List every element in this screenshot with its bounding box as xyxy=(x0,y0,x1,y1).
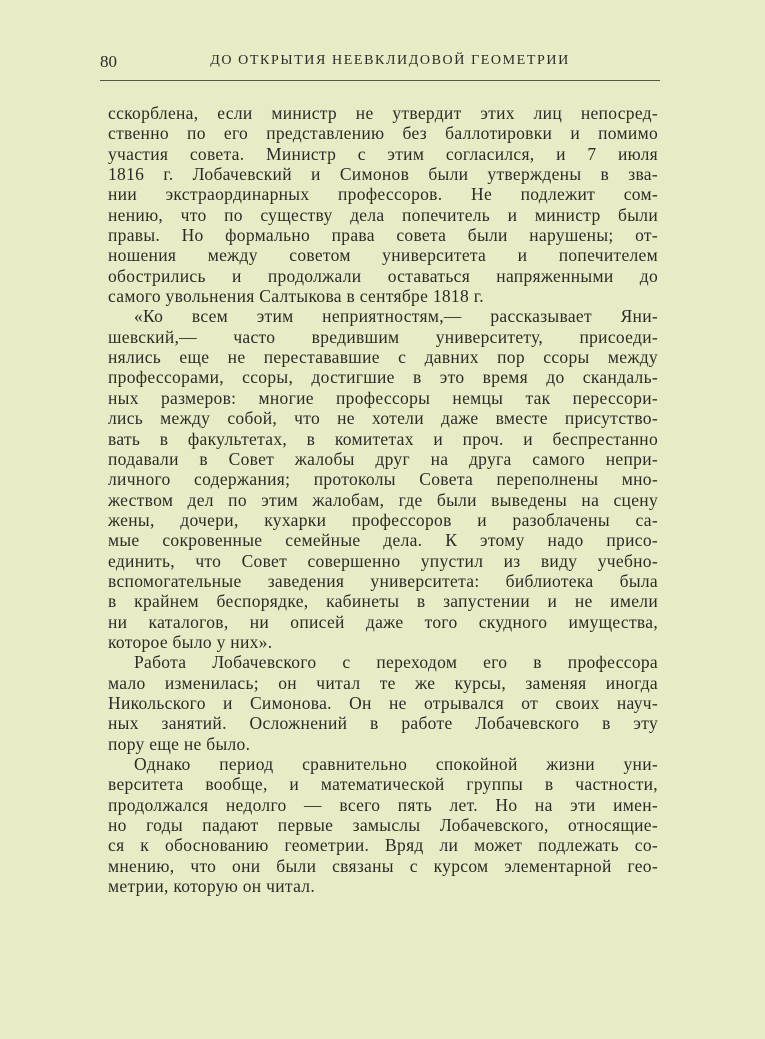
text-line: ся к обоснованию геометрии. Вряд ли может подлежать со- xyxy=(108,835,658,856)
text-line: ных размеров: многие профессоры немцы так перессори- xyxy=(108,387,658,408)
text-line: нению, что по существу дела попечитель и министр были xyxy=(108,204,658,225)
text-line: верситета вообще, и математической группы в частности, xyxy=(108,774,658,795)
text-line: Работа Лобачевского с переходом его в профессора xyxy=(134,652,658,673)
text-line: ственно по его представлению без баллотировки и помимо xyxy=(108,123,658,144)
running-title: ДО ОТКРЫТИЯ НЕЕВКЛИДОВОЙ ГЕОМЕТРИИ xyxy=(210,53,570,68)
text-line: нии экстраординарных профессоров. Не подлежит сом- xyxy=(108,184,658,205)
body-text xyxy=(108,103,658,896)
paragraph xyxy=(108,103,658,306)
text-line: единить, что Совет совершенно упустил из виду учебно- xyxy=(108,550,658,571)
text-line: сскорблена, если министр не утвердит этих лиц непосред- xyxy=(108,103,658,123)
text-line: вспомогательные заведения университета: библиотека была xyxy=(108,570,658,591)
text-line: вать в факультетах, в комитетах и проч. и беспрестанно xyxy=(108,428,658,449)
text-line: но годы падают первые замыслы Лобачевского, относящие- xyxy=(108,815,658,836)
text-line: ни каталогов, ни описей даже того скудного имущества, xyxy=(108,611,658,632)
paragraph xyxy=(108,306,658,652)
paragraph xyxy=(108,754,658,896)
text-line: мнению, что они были связаны с курсом элементарной гео- xyxy=(108,855,658,876)
text-line: лись между собой, что не хотели даже вместе присутство- xyxy=(108,408,658,429)
text-line: подавали в Совет жалобы друг на друга самого непри- xyxy=(108,448,658,469)
text-line: мало изменилась; он читал те же курсы, заменяя иногда xyxy=(108,672,658,693)
text-line: правы. Но формально права совета были нарушены; от- xyxy=(108,225,658,246)
text-line: Однако период сравнительно спокойной жизни уни- xyxy=(134,754,658,774)
text-line: ных занятий. Осложнений в работе Лобачевского в эту xyxy=(108,713,658,734)
text-line: нялись еще не перестававшие с давних пор ссоры между xyxy=(108,347,658,368)
text-line: продолжался недолго — всего пять лет. Но на эти имен- xyxy=(108,794,658,815)
text-line: которое было у них». xyxy=(108,631,273,652)
paragraph xyxy=(108,652,658,754)
text-line: личного содержания; протоколы Совета переполнены мно- xyxy=(108,469,658,490)
text-line: участия совета. Министр с этим согласился, и 7 июля xyxy=(108,143,658,164)
text-line: шевский,— часто вредившим университету, присоеди- xyxy=(108,326,658,347)
page-number: 80 xyxy=(100,52,117,71)
text-line: мые сокровенные семейные дела. К этому надо присо- xyxy=(108,530,658,551)
text-line: 1816 г. Лобачевский и Симонов были утверждены в зва- xyxy=(108,164,658,185)
text-line: в крайнем беспорядке, кабинеты в запустении и не имели xyxy=(108,591,658,612)
page-header xyxy=(100,52,660,74)
text-line: жеством дел по этим жалобам, где были выведены на сцену xyxy=(108,489,658,510)
text-line: Никольского и Симонова. Он не отрывался от своих науч- xyxy=(108,692,658,713)
text-line: «Ко всем этим неприятностям,— рассказывает Яни- xyxy=(134,306,658,327)
header-rule xyxy=(100,80,660,81)
text-line: профессорами, ссоры, достигшие в это время до скандаль- xyxy=(108,367,658,388)
text-line: ношения между советом университета и попечителем xyxy=(108,245,658,266)
text-line: метрии, которую он читал. xyxy=(108,876,315,897)
text-line: жены, дочери, кухарки профессоров и разоблачены са- xyxy=(108,509,658,530)
text-line: пору еще не было. xyxy=(108,733,251,754)
text-line: обострились и продолжали оставаться напряженными до xyxy=(108,265,658,286)
text-line: самого увольнения Салтыкова в сентябре 1818 г. xyxy=(108,286,484,307)
